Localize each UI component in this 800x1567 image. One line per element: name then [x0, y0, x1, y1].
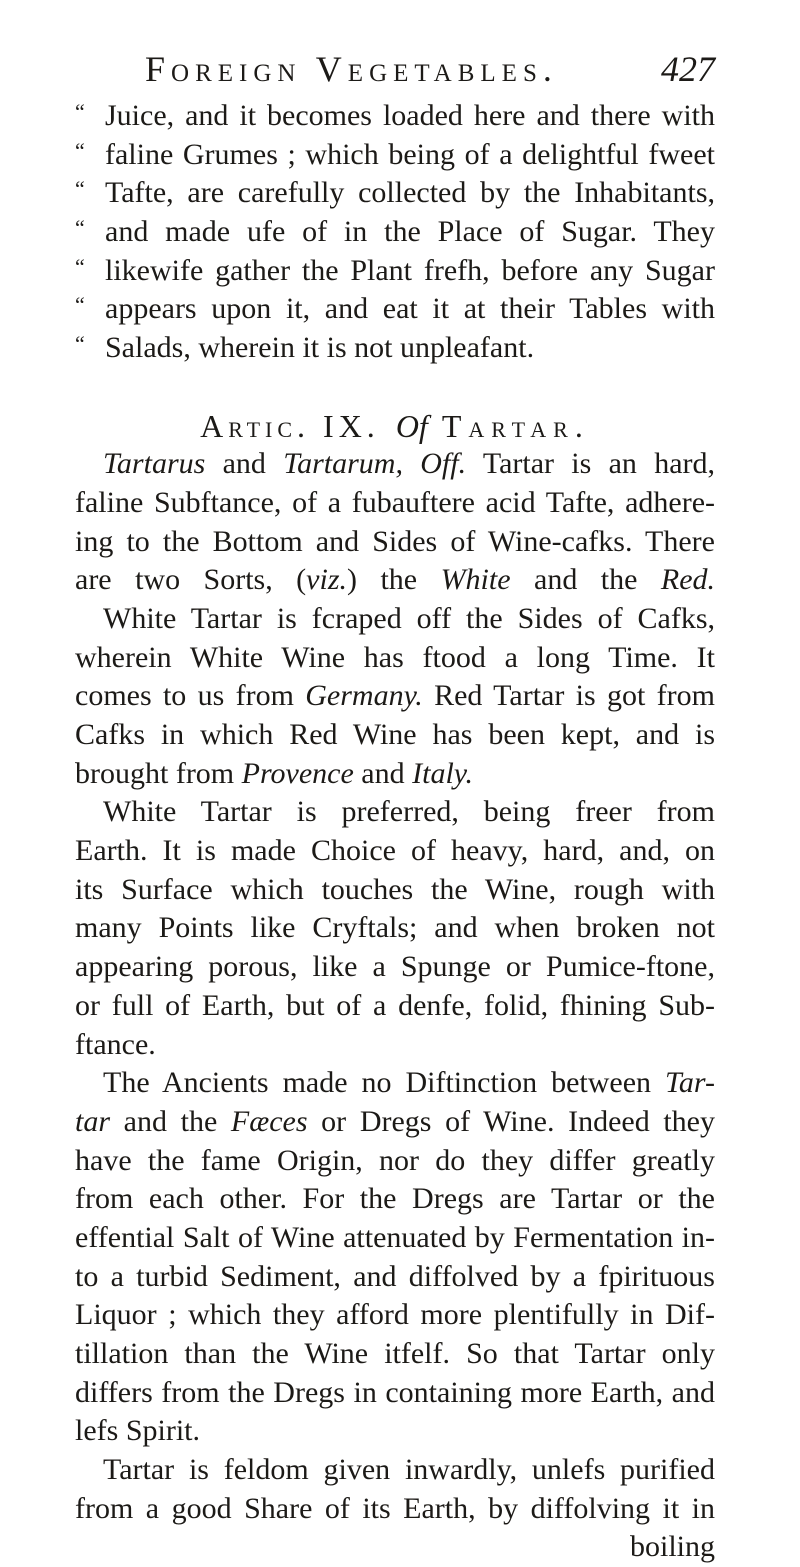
paragraph-line: or full of Earth, but of a denfe, folid, fhining Sub-	[75, 988, 715, 1022]
paragraph-line: faline Subftance, of a fubauftere acid Tafte, adhere-	[75, 485, 715, 519]
paragraph-line: its Surface which touches the Wine, rough with	[75, 872, 715, 906]
paragraph-line: appearing porous, like a Spunge or Pumice-ftone,	[75, 950, 715, 984]
paragraph-line: effential Salt of Wine attenuated by Fermentation in-	[75, 1220, 715, 1254]
article-label: Artic. IX.	[200, 407, 380, 444]
paragraph-line: tar and the Fæces or Dregs of Wine. Indeed they	[75, 1104, 716, 1138]
quoted-line: “ appears upon it, and eat it at their Tables with	[75, 290, 715, 329]
paragraph-line: lefs Spirit.	[75, 1414, 200, 1448]
page-number: 427	[661, 49, 715, 89]
paragraph-line: Tartarus and Tartarum, Off. Tartar is an hard,	[103, 447, 715, 481]
paragraph-line: Earth. It is made Choice of heavy, hard, and, on	[75, 834, 715, 868]
paragraph-line: from each other. For the Dregs are Tartar or the	[75, 1182, 715, 1216]
paragraph-line: Tartar is feldom given inwardly, unlefs purified	[103, 1453, 715, 1487]
paragraph-line: to a turbid Sediment, and diffolved by a fpirituous	[75, 1259, 715, 1293]
paragraph-line: tillation than the Wine itfelf. So that Tartar only	[75, 1337, 715, 1370]
quoted-line: “ and made ufe of in the Place of Sugar. They	[75, 213, 715, 252]
paragraph-line: The Ancients made no Diftinction between Tar-	[103, 1066, 715, 1100]
paragraph-line: Cafks in which Red Wine has been kept, and is	[75, 718, 715, 751]
paragraph-line: White Tartar is fcraped off the Sides of Cafks,	[103, 601, 715, 635]
article-title: Tartar.	[441, 407, 590, 444]
spacer	[75, 368, 715, 407]
quoted-line: “ Juice, and it becomes loaded here and there with	[75, 97, 715, 136]
quoted-line: “ likewife gather the Plant frefh, before any Sugar	[75, 252, 715, 291]
paragraph-line: brought from Provence and Italy.	[75, 756, 473, 790]
paragraph-line: differs from the Dregs in containing more Earth, and	[75, 1375, 715, 1409]
paragraph-line: many Points like Cryftals; and when broken not	[75, 911, 715, 945]
paragraph-line: White Tartar is preferred, being freer from	[103, 795, 715, 829]
text-block	[75, 97, 715, 1567]
paragraph-line: have the fame Origin, nor do they differ greatly	[75, 1143, 715, 1177]
paragraph-line: ftance.	[75, 1027, 156, 1061]
quoted-line: “ Salads, wherein it is not unpleafant.	[75, 329, 715, 368]
running-head-title: Foreign Vegetables.	[145, 49, 558, 89]
running-head	[145, 45, 715, 93]
paragraph-line: Liquor ; which they afford more plentifully in Dif-	[75, 1298, 715, 1332]
paragraph-line: comes to us from Germany. Red Tartar is got from	[75, 679, 715, 713]
catchword: boiling	[629, 1530, 715, 1564]
paragraph-line: are two Sorts, (viz.) the White and the Red.	[75, 563, 716, 597]
quoted-line: “ Tafte, are carefully collected by the Inhabitants,	[75, 174, 715, 213]
paragraph-line: from a good Share of its Earth, by diffolving it in	[75, 1491, 715, 1525]
article-of: Of	[395, 407, 428, 444]
quoted-line: “ faline Grumes ; which being of a delightful fweet	[75, 136, 715, 175]
paragraph-line: wherein White Wine has ftood a long Time. It	[75, 640, 715, 674]
article-heading	[75, 407, 715, 446]
paragraph-line: ing to the Bottom and Sides of Wine-cafks. There	[75, 524, 715, 558]
